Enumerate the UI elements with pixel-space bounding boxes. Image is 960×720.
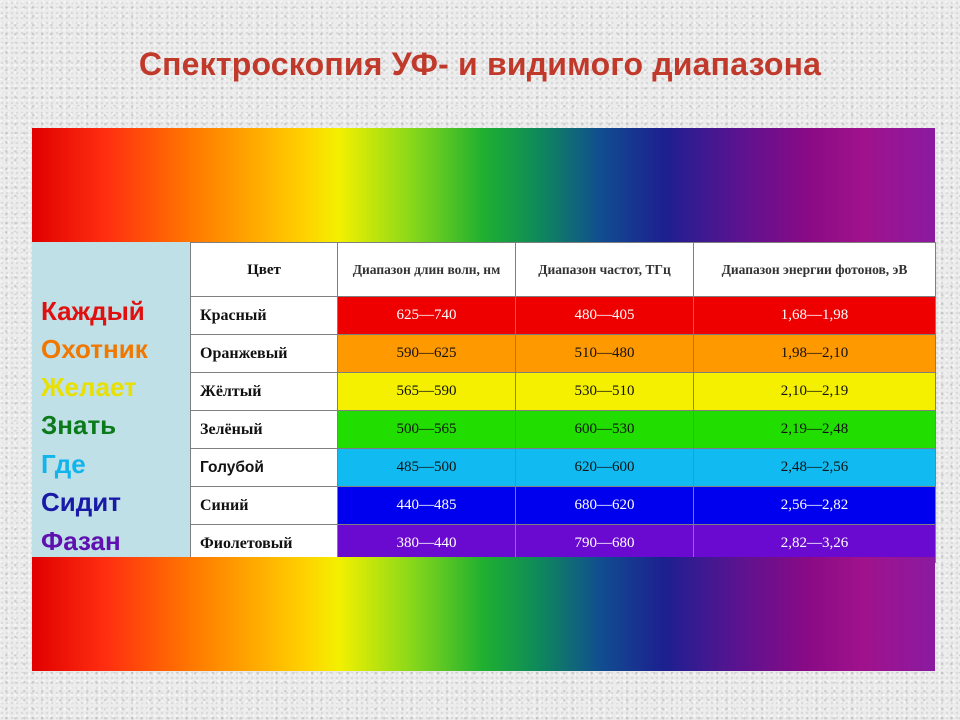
energy-cell: 1,68—1,98: [694, 297, 936, 335]
spectrum-table-container: [190, 242, 935, 562]
mnemonic-word: Каждый: [41, 296, 145, 326]
mnemonic-word: Где: [41, 449, 86, 479]
table-row: [191, 449, 936, 487]
wavelength-cell: 380—440: [338, 525, 516, 563]
color-name-cell: Синий: [191, 487, 338, 525]
energy-cell: 1,98—2,10: [694, 335, 936, 373]
frequency-cell: 680—620: [516, 487, 694, 525]
wavelength-cell: 485—500: [338, 449, 516, 487]
mnemonic-word: Знать: [41, 410, 117, 440]
color-name-cell: Зелёный: [191, 411, 338, 449]
mnemonic-panel: [32, 242, 190, 557]
frequency-cell: 600—530: [516, 411, 694, 449]
spectrum-band-bottom: [32, 557, 935, 671]
frequency-cell: 510—480: [516, 335, 694, 373]
color-name-cell: Оранжевый: [191, 335, 338, 373]
table-row: [191, 335, 936, 373]
wavelength-cell: 440—485: [338, 487, 516, 525]
wavelength-cell: 625—740: [338, 297, 516, 335]
table-header-row: [191, 243, 936, 297]
color-name-cell: Жёлтый: [191, 373, 338, 411]
frequency-cell: 790—680: [516, 525, 694, 563]
wavelength-cell: 500—565: [338, 411, 516, 449]
table-row: [191, 411, 936, 449]
color-name-cell: Красный: [191, 297, 338, 335]
wavelength-cell: 565—590: [338, 373, 516, 411]
mnemonic-word: Сидит: [41, 487, 121, 517]
frequency-cell: 620—600: [516, 449, 694, 487]
header-wavelength: Диапазон длин волн, нм: [338, 243, 516, 297]
energy-cell: 2,48—2,56: [694, 449, 936, 487]
frequency-cell: 480—405: [516, 297, 694, 335]
mnemonic-word: Желает: [41, 372, 137, 402]
table-row: [191, 487, 936, 525]
table-row: [191, 297, 936, 335]
wavelength-cell: 590—625: [338, 335, 516, 373]
energy-cell: 2,82—3,26: [694, 525, 936, 563]
mnemonic-word: Охотник: [41, 334, 148, 364]
mnemonic-word: Фазан: [41, 526, 121, 556]
energy-cell: 2,10—2,19: [694, 373, 936, 411]
energy-cell: 2,56—2,82: [694, 487, 936, 525]
spectrum-table: [190, 242, 936, 563]
color-name-cell: Голубой: [191, 449, 338, 487]
spectrum-band-top: [32, 128, 935, 242]
frequency-cell: 530—510: [516, 373, 694, 411]
table-row: [191, 373, 936, 411]
page-title: Спектроскопия УФ- и видимого диапазона: [138, 46, 822, 82]
color-name-cell: Фиолетовый: [191, 525, 338, 563]
header-energy: Диапазон энергии фотонов, эВ: [694, 243, 936, 297]
header-color: Цвет: [191, 243, 338, 297]
energy-cell: 2,19—2,48: [694, 411, 936, 449]
header-frequency: Диапазон частот, ТГц: [516, 243, 694, 297]
